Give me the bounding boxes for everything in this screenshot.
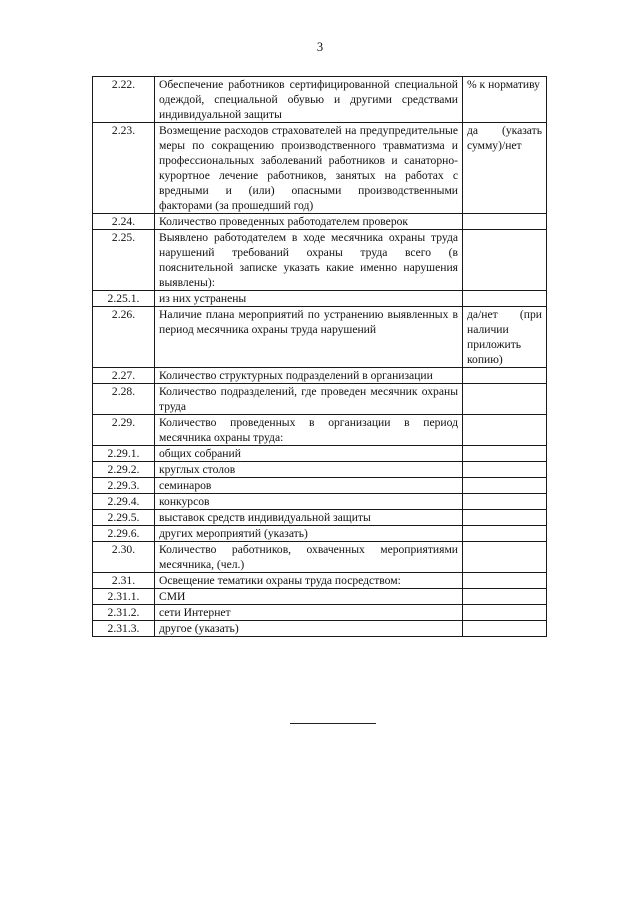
row-unit: % к нормативу [463,77,547,123]
row-description: Освещение тематики охраны труда посредством: [155,573,463,589]
row-description: круглых столов [155,462,463,478]
table-row [93,589,547,605]
row-unit [463,526,547,542]
row-number: 2.25.1. [93,291,155,307]
row-description: Количество проведенных работодателем проверок [155,214,463,230]
row-number: 2.29.5. [93,510,155,526]
table-row [93,307,547,368]
row-description: других мероприятий (указать) [155,526,463,542]
row-unit [463,384,547,415]
row-number: 2.29.4. [93,494,155,510]
row-unit [463,230,547,291]
row-description: выставок средств индивидуальной защиты [155,510,463,526]
table-row [93,542,547,573]
row-description: Наличие плана мероприятий по устранению выявленных в период месячника охраны труда нарушений [155,307,463,368]
table-row [93,230,547,291]
row-unit [463,214,547,230]
table-row [93,510,547,526]
indicators-table [92,76,547,637]
row-description: общих собраний [155,446,463,462]
row-number: 2.31.1. [93,589,155,605]
row-unit [463,573,547,589]
table-row [93,526,547,542]
row-description: из них устранены [155,291,463,307]
row-unit [463,542,547,573]
row-description: другое (указать) [155,621,463,637]
row-description: семинаров [155,478,463,494]
table-row [93,415,547,446]
row-description: конкурсов [155,494,463,510]
row-unit [463,589,547,605]
table-row [93,621,547,637]
row-unit [463,415,547,446]
row-number: 2.25. [93,230,155,291]
table-row [93,478,547,494]
row-number: 2.29.1. [93,446,155,462]
page-number: 3 [316,40,324,54]
row-number: 2.29.6. [93,526,155,542]
row-unit [463,478,547,494]
table-row [93,462,547,478]
table-row [93,384,547,415]
row-number: 2.29.2. [93,462,155,478]
row-number: 2.24. [93,214,155,230]
row-number: 2.31. [93,573,155,589]
row-unit [463,446,547,462]
row-unit [463,621,547,637]
row-description: Количество структурных подразделений в организации [155,368,463,384]
row-number: 2.26. [93,307,155,368]
row-description: Количество работников, охваченных мероприятиями месячника, (чел.) [155,542,463,573]
footer-separator-line [290,723,376,724]
table-row [93,573,547,589]
row-description: Количество проведенных в организации в период месячника охраны труда: [155,415,463,446]
table-row [93,494,547,510]
row-number: 2.31.3. [93,621,155,637]
row-number: 2.31.2. [93,605,155,621]
row-number: 2.29.3. [93,478,155,494]
table-row [93,77,547,123]
table-row [93,123,547,214]
row-unit [463,368,547,384]
row-number: 2.30. [93,542,155,573]
row-unit: да (указать сумму)/нет [463,123,547,214]
row-unit [463,494,547,510]
table-row [93,291,547,307]
row-number: 2.28. [93,384,155,415]
table-row [93,368,547,384]
row-number: 2.29. [93,415,155,446]
table-row [93,446,547,462]
row-unit [463,462,547,478]
row-description: сети Интернет [155,605,463,621]
row-description: Выявлено работодателем в ходе месячника охраны труда нарушений требований охраны труда всего (в пояснительной записке указать какие именно нарушения выявлены): [155,230,463,291]
row-unit [463,510,547,526]
row-number: 2.22. [93,77,155,123]
row-number: 2.27. [93,368,155,384]
row-description: СМИ [155,589,463,605]
row-description: Возмещение расходов страхователей на предупредительные меры по сокращению производственного травматизма и профессиональных заболеваний работников и санаторно-курортное лечение работников, занятых на работах с вредными и (или) опасными производственными факторами (за прошедший год) [155,123,463,214]
row-number: 2.23. [93,123,155,214]
row-unit: да/нет (при наличии приложить копию) [463,307,547,368]
table-row [93,214,547,230]
row-unit [463,291,547,307]
table-row [93,605,547,621]
row-description: Обеспечение работников сертифицированной специальной одеждой, специальной обувью и другими средствами индивидуальной защиты [155,77,463,123]
row-description: Количество подразделений, где проведен месячник охраны труда [155,384,463,415]
row-unit [463,605,547,621]
